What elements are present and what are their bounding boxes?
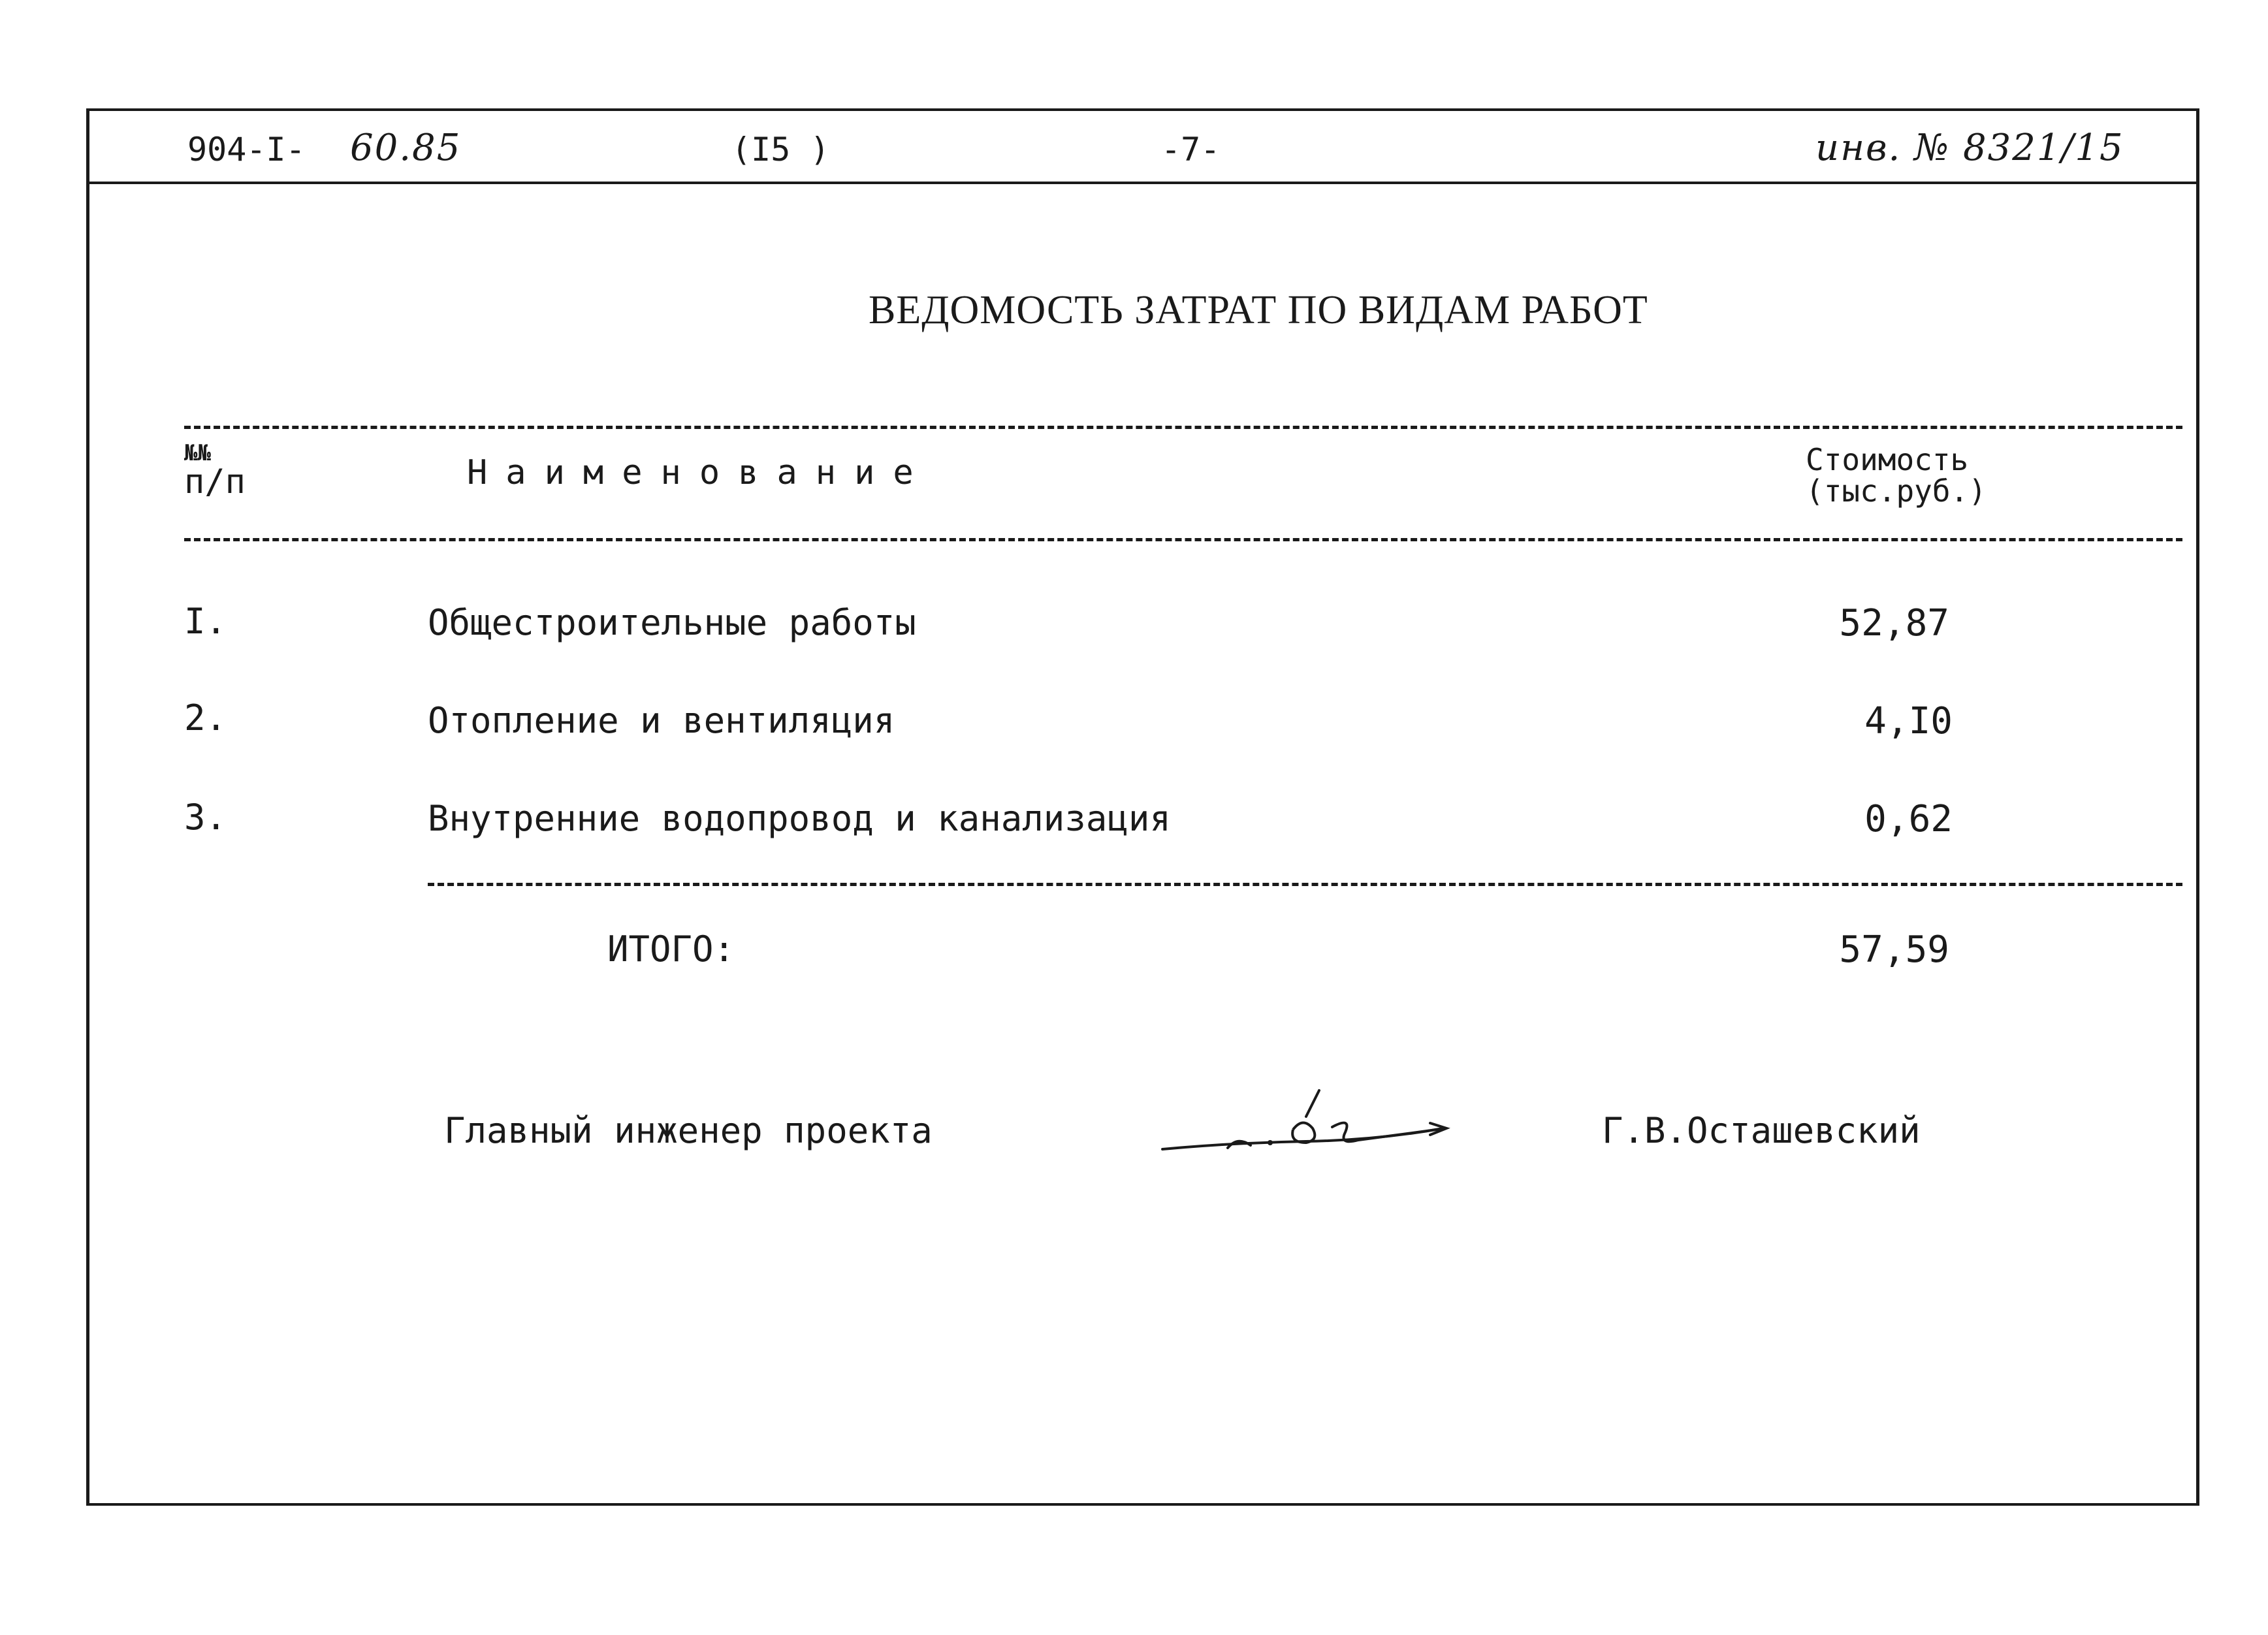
col-header-number	[184, 441, 246, 499]
col-header-cost-line1: Стоимость	[1806, 442, 1969, 477]
row-2-cost: 4,I0	[1864, 700, 1953, 742]
statement-title: ВЕДОМОСТЬ ЗАТРАТ ПО ВИДАМ РАБОТ	[869, 288, 1648, 332]
table-top-rule	[184, 426, 2182, 429]
page-number: -7-	[1161, 131, 1221, 168]
header-rule	[86, 182, 2199, 184]
inventory-number: инв. № 8321/15	[1815, 127, 2124, 169]
row-1-number: I.	[184, 601, 227, 642]
col-header-number-line2: п/п	[184, 462, 246, 501]
document-code-prefix: 904-I-	[187, 131, 306, 168]
col-header-number-line1: №№	[184, 440, 211, 466]
row-2-number: 2.	[184, 697, 227, 738]
row-3-number: 3.	[184, 797, 227, 838]
sheet-reference: (I5 )	[731, 131, 830, 168]
row-3-name: Внутренние водопровод и канализация	[428, 798, 1171, 839]
total-rule	[428, 883, 2182, 886]
col-header-cost-line2: (тыс.руб.)	[1806, 473, 1987, 509]
row-3-cost: 0,62	[1864, 798, 1953, 840]
col-header-cost	[1806, 444, 1987, 507]
table-header-bottom-rule	[184, 538, 2182, 541]
row-1-name: Общестроительные работы	[428, 602, 916, 643]
row-2-name: Отопление и вентиляция	[428, 700, 895, 741]
signature-name: Г.В.Осташевский	[1602, 1110, 1921, 1151]
document-code-handwritten: 60.85	[350, 127, 462, 169]
row-1-cost: 52,87	[1839, 602, 1949, 644]
total-label: ИТОГО:	[607, 929, 735, 970]
handwritten-signature	[1156, 1077, 1463, 1169]
total-value: 57,59	[1839, 929, 1949, 971]
signature-role: Главный инженер проекта	[444, 1110, 933, 1151]
col-header-name: Наименование	[467, 453, 932, 492]
